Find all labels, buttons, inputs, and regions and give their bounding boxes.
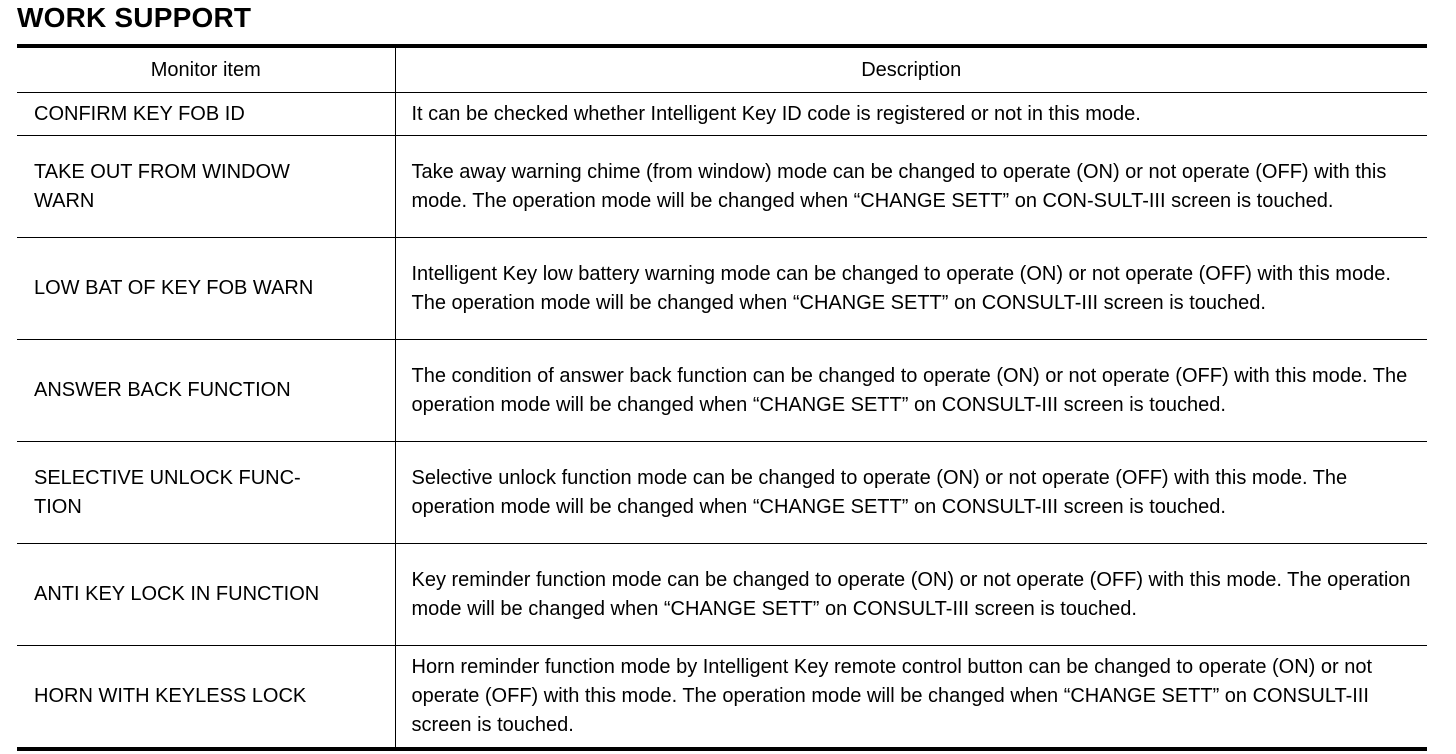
table-row — [17, 442, 1427, 544]
monitor-item-cell: ANTI KEY LOCK IN FUNCTION — [17, 544, 395, 646]
table-row — [17, 340, 1427, 442]
table-row — [17, 238, 1427, 340]
description-cell: Selective unlock function mode can be changed to operate (ON) or not operate (OFF) with this mode. The operation mode will be changed when “CHANGE SETT” on CONSULT-III screen is touched. — [395, 442, 1427, 544]
table-header-row — [17, 48, 1427, 93]
monitor-item-cell: LOW BAT OF KEY FOB WARN — [17, 238, 395, 340]
monitor-item-cell: ANSWER BACK FUNCTION — [17, 340, 395, 442]
page-title: WORK SUPPORT — [17, 2, 252, 33]
description-cell: Take away warning chime (from window) mode can be changed to operate (ON) or not operate (OFF) with this mode. The operation mode will be changed when “CHANGE SETT” on CON-SULT-III screen is touched. — [395, 136, 1427, 238]
table-row — [17, 136, 1427, 238]
description-cell: The condition of answer back function can be changed to operate (ON) or not operate (OFF) with this mode. The operation mode will be changed when “CHANGE SETT” on CONSULT-III screen is touched. — [395, 340, 1427, 442]
table-row — [17, 544, 1427, 646]
header-monitor-item: Monitor item — [17, 48, 395, 93]
monitor-item-cell: CONFIRM KEY FOB ID — [17, 93, 395, 136]
table-row — [17, 646, 1427, 748]
monitor-table — [17, 48, 1427, 747]
header-description: Description — [395, 48, 1427, 93]
work-support-table — [17, 44, 1427, 751]
description-cell: Intelligent Key low battery warning mode can be changed to operate (ON) or not operate (OFF) with this mode. The operation mode will be changed when “CHANGE SETT” on CONSULT-III screen is touched. — [395, 238, 1427, 340]
description-cell: Key reminder function mode can be changed to operate (ON) or not operate (OFF) with this mode. The operation mode will be changed when “CHANGE SETT” on CONSULT-III screen is touched. — [395, 544, 1427, 646]
table-row — [17, 93, 1427, 136]
monitor-item-cell: SELECTIVE UNLOCK FUNC- TION — [17, 442, 395, 544]
monitor-item-cell: TAKE OUT FROM WINDOW WARN — [17, 136, 395, 238]
description-cell: Horn reminder function mode by Intelligent Key remote control button can be changed to operate (ON) or not operate (OFF) with this mode. The operation mode will be changed when “CHANGE SETT” on CONSULT-III screen is touched. — [395, 646, 1427, 748]
monitor-item-cell: HORN WITH KEYLESS LOCK — [17, 646, 395, 748]
description-cell: It can be checked whether Intelligent Key ID code is registered or not in this mode. — [411, 102, 1141, 125]
